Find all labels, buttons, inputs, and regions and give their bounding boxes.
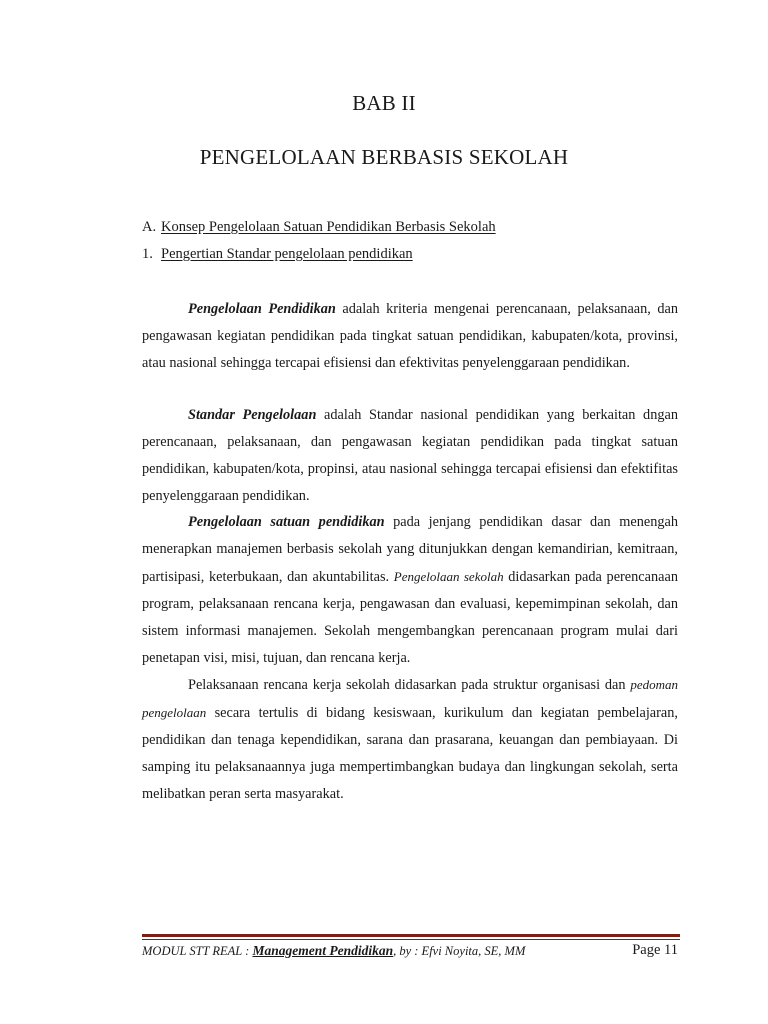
chapter-heading: BAB II bbox=[352, 91, 416, 115]
paragraph-3-text-after: didasarkan pada perencanaan program, pelaksanaan rencana kerja, pengawasan dan evaluasi, kepemimpinan sekolah, dan sistem informasi manajemen. Sekolah mengembangkan perencanaan program mulai dari penetapan visi, misi, tujuan, dan rencana kerja. bbox=[142, 569, 678, 666]
footer-module: MODUL STT REAL : bbox=[142, 944, 253, 958]
paragraph-4-italic: pedoman pengelolaan bbox=[142, 677, 678, 720]
paragraph-3-text-before: pada jenjang pendidikan dasar dan menengah menerapkan manajemen berbasis sekolah yang ditunjukkan dengan kemandirian, kemitraan, partisipasi, keterbukaan, dan akuntabilitas. bbox=[142, 514, 678, 585]
paragraph-3-italic: Pengelolaan sekolah bbox=[393, 569, 504, 584]
section-a-marker: A. bbox=[142, 219, 157, 235]
paragraph-1 bbox=[142, 296, 678, 377]
section-1-marker: 1. bbox=[142, 246, 153, 262]
footer-module-info bbox=[142, 943, 525, 959]
paragraph-2 bbox=[142, 402, 678, 510]
footer-rule-thick bbox=[142, 934, 680, 937]
page-number: Page 11 bbox=[632, 942, 678, 958]
paragraph-4-text-before: Pelaksanaan rencana kerja sekolah didasarkan pada struktur organisasi dan bbox=[188, 677, 631, 693]
chapter-title: PENGELOLAAN BERBASIS SEKOLAH bbox=[199, 145, 569, 169]
paragraph-2-text: adalah Standar nasional pendidikan yang berkaitan dngan perencanaan, pelaksanaan, dan pengawasan kegiatan pendidikan pada tingkat satuan pendidikan, kabupaten/kota, propinsi, atau nasional sehingga tercapai efisiensi dan efektifitas penyelenggaraan pendidikan. bbox=[142, 407, 678, 504]
footer-course: Management Pendidikan bbox=[252, 943, 394, 958]
paragraph-4-text-after: secara tertulis di bidang kesiswaan, kurikulum dan kegiatan pembelajaran, pendidikan dan tenaga kependidikan, sarana dan prasarana, keuangan dan pembiayaan. Di samping itu pelaksanaannya juga mempertimbangkan budaya dan lingkungan sekolah, serta melibatkan peran serta masyarakat. bbox=[142, 705, 678, 802]
paragraph-3-term: Pengelolaan satuan pendidikan bbox=[188, 514, 385, 530]
section-a-text: Konsep Pengelolaan Satuan Pendidikan Berbasis Sekolah bbox=[161, 219, 496, 235]
paragraph-4 bbox=[142, 671, 678, 808]
paragraph-1-term: Pengelolaan Pendidikan bbox=[188, 301, 336, 317]
footer-rule-thin bbox=[142, 939, 680, 940]
section-heading-a bbox=[142, 219, 496, 236]
paragraph-2-term: Standar Pengelolaan bbox=[188, 407, 317, 423]
section-1-text: Pengertian Standar pengelolaan pendidikan bbox=[161, 246, 413, 262]
footer-author: , by : Efvi Noyita, SE, MM bbox=[393, 944, 526, 958]
section-heading-1 bbox=[142, 246, 413, 263]
paragraph-1-text: adalah kriteria mengenai perencanaan, pelaksanaan, dan pengawasan kegiatan pendidikan pada tingkat satuan pendidikan, kabupaten/kota, provinsi, atau nasional sehingga tercapai efisiensi dan efektivitas penyelenggaraan pendidikan. bbox=[142, 301, 678, 371]
paragraph-3 bbox=[142, 509, 678, 672]
